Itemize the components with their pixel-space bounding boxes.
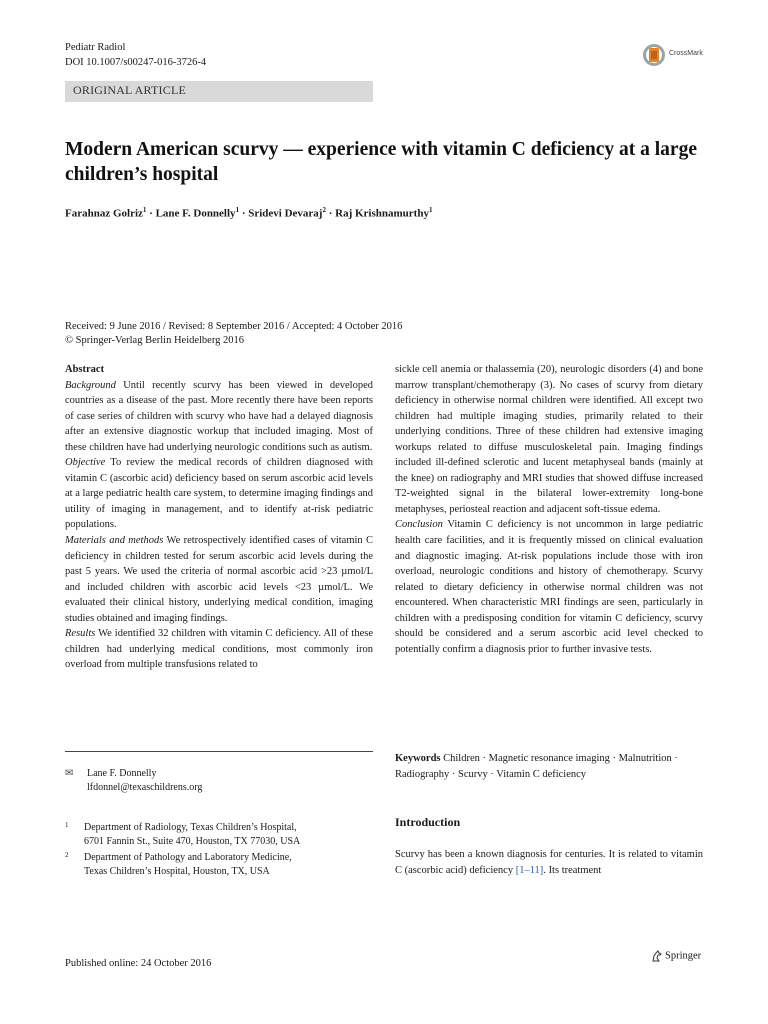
- affiliation: [65, 821, 365, 851]
- author-list: [65, 206, 432, 220]
- crossmark-icon: [642, 42, 666, 68]
- introduction-text-start: Scurvy has been a known diagnosis for centuries. It is related to vitamin C (ascorbic acid) deficiency: [395, 849, 703, 876]
- article-title: Modern American scurvy — experience with vitamin C deficiency at a large children’s hospital: [65, 139, 697, 185]
- affiliation-line: Department of Radiology, Texas Children’s Hospital,: [84, 822, 297, 833]
- methods-label: Materials and methods: [65, 535, 164, 547]
- introduction-heading: Introduction: [395, 815, 461, 829]
- results-text-start: We identified 32 children with vitamin C deficiency. All of these children had underlying medical conditions, most commonly iron overload from multiple transfusions related to: [65, 628, 373, 671]
- citation-link[interactable]: [1–11]: [515, 864, 544, 876]
- abstract-background: [65, 378, 373, 456]
- abstract-conclusion: [395, 517, 703, 657]
- background-text: Until recently scurvy has been viewed in developed countries as a disease of the past. More recently there have been reports of case series of children with scurvy who have had a delayed diagnosis after an extensive diagnostic workup that included imaging. Most of these children have had underlying neurologic conditions such as autism.: [65, 379, 374, 453]
- publisher-logo[interactable]: [651, 950, 701, 962]
- doi: DOI 10.1007/s00247-016-3726-4: [65, 57, 207, 68]
- author-name[interactable]: Raj Krishnamurthy: [335, 207, 429, 220]
- affiliation-line: 6701 Fannin St., Suite 470, Houston, TX 77030, USA: [84, 835, 301, 847]
- affiliation: [65, 851, 365, 881]
- contact-email[interactable]: lfdonnel@texaschildrens.org: [87, 782, 203, 793]
- abstract-heading: Abstract: [65, 364, 105, 375]
- publisher-name: Springer: [665, 950, 702, 962]
- affiliation-line: Texas Children’s Hospital, Houston, TX, USA: [84, 865, 270, 877]
- publication-dates: Received: 9 June 2016 / Revised: 8 September 2016 / Accepted: 4 October 2016: [65, 321, 403, 332]
- copyright-notice: © Springer-Verlag Berlin Heidelberg 2016: [65, 335, 245, 346]
- abstract-objective: [65, 455, 373, 533]
- contact-name: Lane F. Donnelly: [87, 768, 157, 779]
- introduction-text-end: . Its treatment: [543, 864, 602, 876]
- envelope-icon: ✉: [65, 768, 74, 779]
- conclusion-text: Vitamin C deficiency is not uncommon in large pediatric health care facilities, and it is frequently missed on clinical evaluation and diagnostic imaging. At-risk populations include those with iron overload, neurologic conditions and history of chemotherapy. Scurvy related to dietary deficiency in otherwise normal children was not encountered. When characteristic MRI findings are seen, particularly in children with a predisposing condition for vitamin C deficiency, scurvy should be considered and a serum ascorbic acid level checked to potentially confirm a diagnosis prior to further invasive tests.: [395, 519, 703, 655]
- crossmark-badge[interactable]: [642, 42, 732, 68]
- keywords-list: Children · Magnetic resonance imaging · Malnutrition · Radiography · Scurvy · Vitamin C deficiency: [395, 753, 678, 780]
- keywords-label: Keywords: [395, 753, 441, 764]
- journal-name: Pediatr Radiol: [65, 42, 126, 53]
- objective-text: To review the medical records of children diagnosed with vitamin C (ascorbic acid) deficiency based on serum ascorbic acid levels at a large pediatric health care system, to determine imaging findings and utility of imaging in management, and to identify at-risk pediatric populations.: [65, 457, 373, 531]
- author-name[interactable]: Lane F. Donnelly: [155, 207, 236, 220]
- abstract-left-column: [65, 362, 373, 673]
- footnote-divider: [65, 751, 373, 752]
- springer-horse-icon: [651, 950, 663, 962]
- abstract-methods: [65, 533, 373, 626]
- abstract-results-continued: sickle cell anemia or thalassemia (20), neurologic disorders (4) and bone marrow transplant/chemotherapy (3). No cases of scurvy from dietary deficiency in otherwise normal children were identified. All except two children had multiple imaging studies, primarily related to their underlying conditions. Three of these children had extensive imaging workups related to diffuse musculoskeletal pain. Imaging findings included ill-defined sclerotic and lucent metaphyseal bands (mainly at the knee) on radiography and MRI studies that showed diffuse increased T2-weighted signal in the bilateral lower-extremity long-bone metaphyses, periosteal reaction and adjacent soft-tissue edema.: [395, 364, 703, 515]
- author-separator: ·: [241, 207, 246, 220]
- author-separator: ·: [328, 207, 333, 220]
- author-name[interactable]: Farahnaz Golriz: [65, 207, 143, 220]
- author-affiliation-marker: 1: [235, 206, 240, 214]
- author-affiliation-marker: 2: [322, 206, 326, 214]
- author-separator: ·: [149, 207, 153, 220]
- methods-text: We retrospectively identified cases of vitamin C deficiency in children tested for serum ascorbic acid levels during the past 5 years. We used the criteria of normal ascorbic acid >23 µmol/L and included children with ascorbic acid levels <23 µmol/L. We evaluated their clinical history, underlying medical condition, imaging studies obtained and imaging findings.: [65, 535, 374, 624]
- abstract-right-column: [395, 362, 703, 657]
- affiliation-number: 1: [65, 821, 69, 829]
- affiliation-line: Department of Pathology and Laboratory Medicine,: [84, 852, 292, 863]
- keywords: [395, 751, 703, 782]
- abstract-results-start: [65, 626, 373, 673]
- crossmark-label: CrossMark: [669, 50, 703, 57]
- objective-label: Objective: [65, 457, 106, 469]
- corresponding-author: [65, 767, 365, 797]
- introduction-text: [395, 847, 703, 878]
- article-type-label: ORIGINAL ARTICLE: [73, 83, 187, 97]
- author-name[interactable]: Sridevi Devaraj: [248, 207, 323, 220]
- conclusion-label: Conclusion: [395, 519, 443, 531]
- published-online-date: Published online: 24 October 2016: [65, 958, 212, 969]
- author-affiliation-marker: 1: [428, 206, 433, 214]
- author-affiliation-marker: 1: [142, 206, 147, 214]
- background-label: Background: [65, 379, 116, 391]
- results-label: Results: [65, 628, 96, 640]
- affiliation-number: 2: [65, 851, 69, 859]
